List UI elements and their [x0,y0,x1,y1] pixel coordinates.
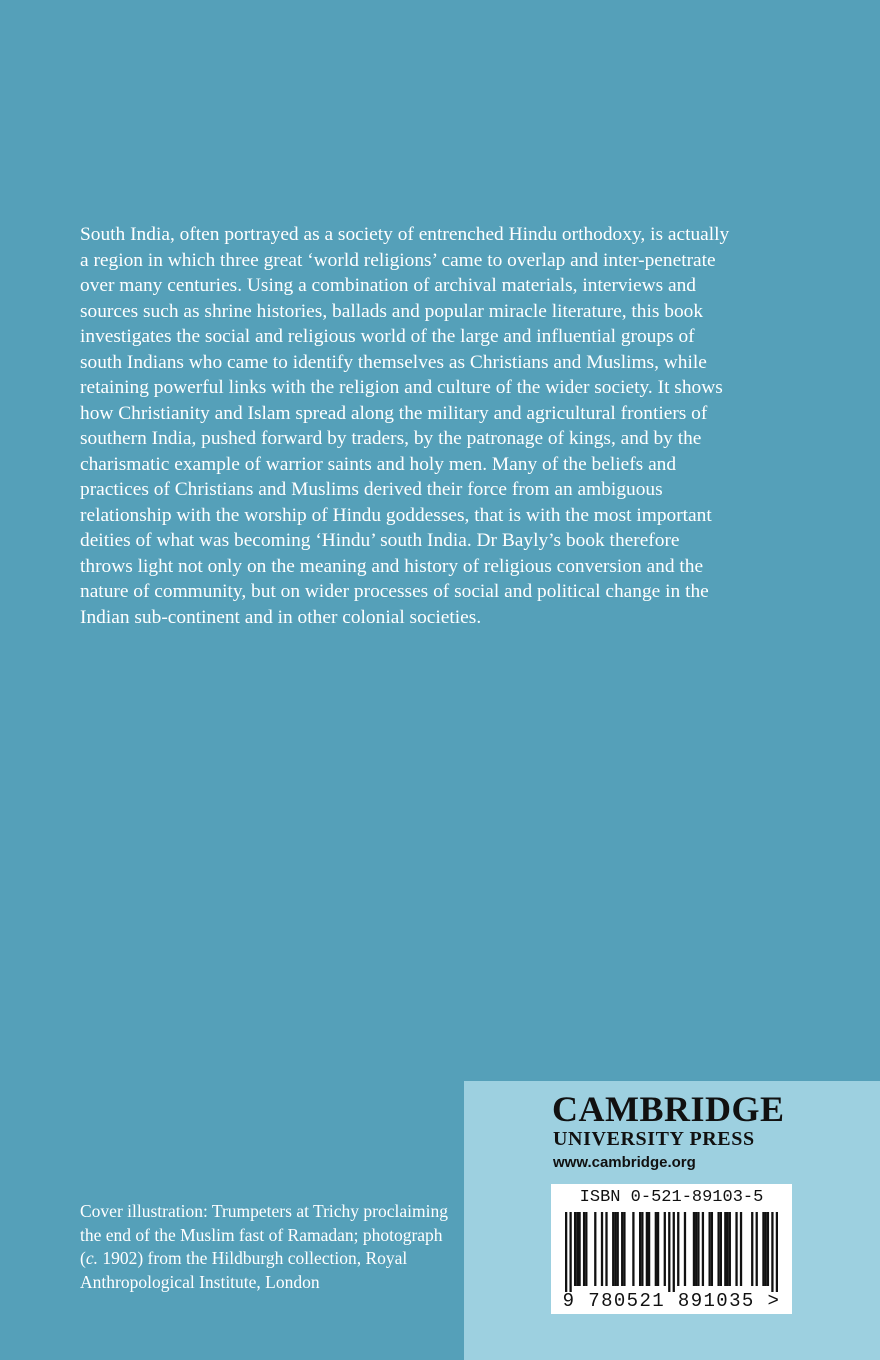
isbn-label: ISBN 0-521-89103-5 [579,1188,764,1207]
barcode-bar [711,1212,713,1286]
barcode-bar [695,1212,697,1286]
barcode-bar [585,1212,587,1286]
barcode-bar [697,1212,699,1286]
barcode-bar [724,1212,726,1286]
barcode-bar [720,1212,722,1286]
ean-digits: 9 780521 891035 > [562,1290,781,1312]
barcode-bar [614,1212,616,1286]
barcode-bar [664,1212,666,1286]
cover-illustration-credit [80,1200,460,1294]
barcode-bar [726,1212,728,1286]
barcode-bar [569,1212,571,1292]
publisher-name: CAMBRIDGE [552,1089,785,1129]
barcode-bar [601,1212,603,1286]
barcode-bar [765,1212,767,1286]
credit-text-end: 1902) from the Hildburgh collection, Royal Anthropological Institute, London [80,1248,408,1292]
barcode-bar [639,1212,641,1286]
barcode-bar [668,1212,670,1292]
barcode-bar [693,1212,695,1286]
barcode-bar [574,1212,576,1286]
barcode-bar [576,1212,578,1286]
publisher-panel [464,1081,880,1360]
back-cover-blurb: South India, often portrayed as a society of entrenched Hindu orthodoxy, is actually a region in which three great ‘world religions’ came to overlap and inter-penetrate over many centuries. Using a combination of archival materials, interviews and sources such as shrine histories, ballads and popular miracle literature, this book investigates the social and religious world of the large and influential groups of south Indians who came to identify themselves as Christians and Muslims, while retaining powerful links with the religion and culture of the wider society. It shows how Christianity and Islam spread along the military and agricultural frontiers of southern India, pushed forward by traders, by the patronage of kings, and by the charismatic example of warrior saints and holy men. Many of the beliefs and practices of Christians and Muslims derived their force from an ambiguous relationship with the worship of Hindu goddesses, that is with the most important deities of what was becoming ‘Hindu’ south India. Dr Bayly’s book therefore throws light not only on the meaning and history of religious conversion and the nature of community, but on wider processes of social and political change in the Indian sub-continent and in other colonial societies. [80,224,730,628]
barcode-bar [767,1212,769,1286]
barcode-bar [617,1212,619,1286]
barcode-bar [657,1212,659,1286]
barcode-bars [565,1212,778,1292]
barcode-bar [641,1212,643,1286]
barcode-bar [684,1212,686,1286]
barcode-bar [646,1212,648,1286]
barcode-bar [708,1212,710,1286]
publisher-website: www.cambridge.org [553,1154,696,1171]
barcode-bar [762,1212,764,1286]
barcode-bar [673,1212,675,1292]
barcode-bar [677,1212,679,1286]
credit-circa: c. [85,1248,98,1268]
barcode-bar [702,1212,704,1286]
credit-text-start: Cover illustration: Trumpeters at Trichy proclaiming the end of the Muslim fast of Ramadan; photograph ( [80,1201,448,1268]
barcode-bar [578,1212,580,1286]
barcode-bar [771,1212,773,1292]
barcode-bar [612,1212,614,1286]
barcode-bar [605,1212,607,1286]
barcode-bar [623,1212,625,1286]
barcode-box [551,1184,792,1314]
barcode-bar [740,1212,742,1286]
barcode-bar [621,1212,623,1286]
barcode-bar [632,1212,634,1286]
barcode-bar [583,1212,585,1286]
barcode-bar [729,1212,731,1286]
barcode-bar [751,1212,753,1286]
barcode-bar [655,1212,657,1286]
barcode-bar [594,1212,596,1286]
barcode-bar [717,1212,719,1286]
publisher-subtitle: UNIVERSITY PRESS [553,1128,755,1150]
barcode-bar [756,1212,758,1286]
barcode-bar [735,1212,737,1286]
barcode-bar [776,1212,778,1292]
barcode-bar [565,1212,567,1292]
barcode-bar [648,1212,650,1286]
